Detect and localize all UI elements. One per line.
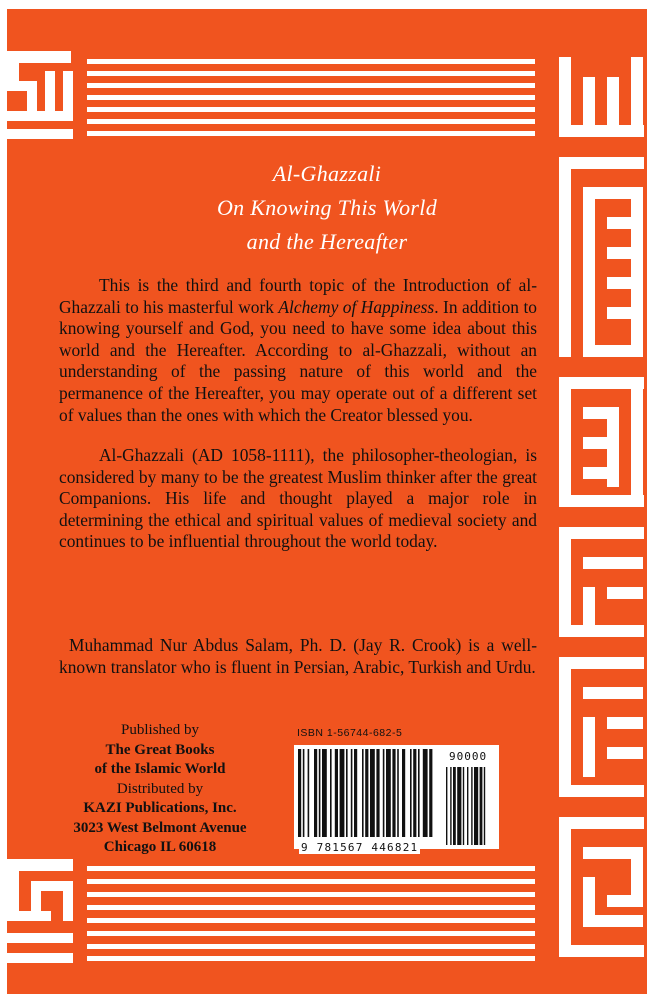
series-name-line-1: The Great Books (105, 741, 215, 758)
barcode-bar (392, 749, 395, 837)
description-text-b: . In addition to knowing yourself and God, you need to have some idea about this world and the Hereafter. According to al-Ghazzali, without an understanding of the passing nature of this world and the permanence of the Hereafter, you may operate out of a different set of values than the ones with which the Creator blessed you. (59, 296, 537, 425)
barcode-bar (340, 749, 345, 837)
distributed-by-label: Distributed by (116, 780, 204, 797)
barcode-addon-bar (450, 767, 451, 845)
barcode-bar (418, 749, 420, 837)
barcode-bar (346, 749, 348, 837)
barcode-addon-bar (463, 767, 464, 845)
published-by-label: Published by (121, 722, 199, 738)
stripe-band-bottom (87, 866, 535, 961)
publisher-info (55, 721, 265, 858)
barcode-bar (362, 749, 364, 837)
kufic-ornament-top-left (7, 51, 75, 139)
book-back-cover (7, 9, 647, 994)
author-bio-paragraph: Al-Ghazzali (AD 1058-1111), the philosopher-theologian, is considered by many to be the greatest Muslim thinker after the great Companions. His life and thought played a major role in determining the ethical and spiritual values of medieval society and continues to be influential throughout the world today. (59, 445, 537, 552)
barcode-bar (319, 749, 321, 837)
barcode-bar (303, 749, 305, 837)
barcode-bar (413, 749, 416, 837)
barcode-bar (402, 749, 405, 837)
barcode-bar (397, 749, 399, 837)
barcode-addon-bar (474, 767, 478, 845)
barcode-addon-bar (484, 767, 485, 845)
barcode-addon-digits: 90000 (449, 750, 488, 763)
barcode-addon-bar (457, 767, 461, 845)
barcode-bar (330, 749, 332, 837)
title-line-1: Al-Ghazzali (272, 161, 382, 186)
title-line-3: and the Hereafter (246, 229, 408, 254)
barcode-bar (322, 749, 327, 837)
book-title (107, 157, 547, 259)
description-paragraph (59, 275, 537, 426)
series-name-line-2: of the Islamic World (94, 761, 226, 777)
isbn-label: ISBN 1-56744-682-5 (297, 727, 403, 739)
publisher-name: KAZI Publications, Inc. (83, 800, 237, 816)
barcode-bar (376, 749, 379, 837)
barcode-addon-bar (467, 767, 468, 845)
publisher-street: 3023 West Belmont Avenue (73, 819, 247, 836)
description-text-a: This is the third and fourth topic of the Introduction of al-Ghazzali to his masterful work (59, 275, 537, 317)
kufic-ornament-right-column (549, 47, 647, 967)
barcode-addon-bar (480, 767, 483, 845)
barcode-addon-bar (446, 767, 447, 845)
kufic-ornament-bottom-left (7, 859, 75, 964)
barcode-addon-bar (453, 767, 456, 845)
barcode-bar (308, 749, 310, 837)
barcode-bar (314, 749, 317, 837)
publisher-city: Chicago IL 60618 (103, 839, 217, 855)
barcode-addon-bar (471, 767, 472, 845)
barcode-bar (335, 749, 338, 837)
barcode-bar (365, 749, 368, 837)
barcode-bar (423, 749, 428, 837)
title-line-2: On Knowing This World (216, 195, 438, 220)
barcode-bar (351, 749, 353, 837)
barcode-digits: 9 781567 446821 (301, 841, 419, 854)
barcode-bar (410, 749, 412, 837)
barcode-bar (298, 749, 301, 837)
barcode-bar (383, 749, 385, 837)
translator-paragraph: Muhammad Nur Abdus Salam, Ph. D. (Jay R. Crook) is a well-known translator who is fluent in Persian, Arabic, Turkish and Urdu. (59, 635, 537, 677)
barcode-bar (386, 749, 391, 837)
barcode-bar (429, 749, 432, 837)
barcode-bar (354, 749, 357, 837)
barcode-bar (370, 749, 375, 837)
work-title: Alchemy of Happiness (278, 296, 435, 317)
stripe-band-top (87, 59, 535, 137)
